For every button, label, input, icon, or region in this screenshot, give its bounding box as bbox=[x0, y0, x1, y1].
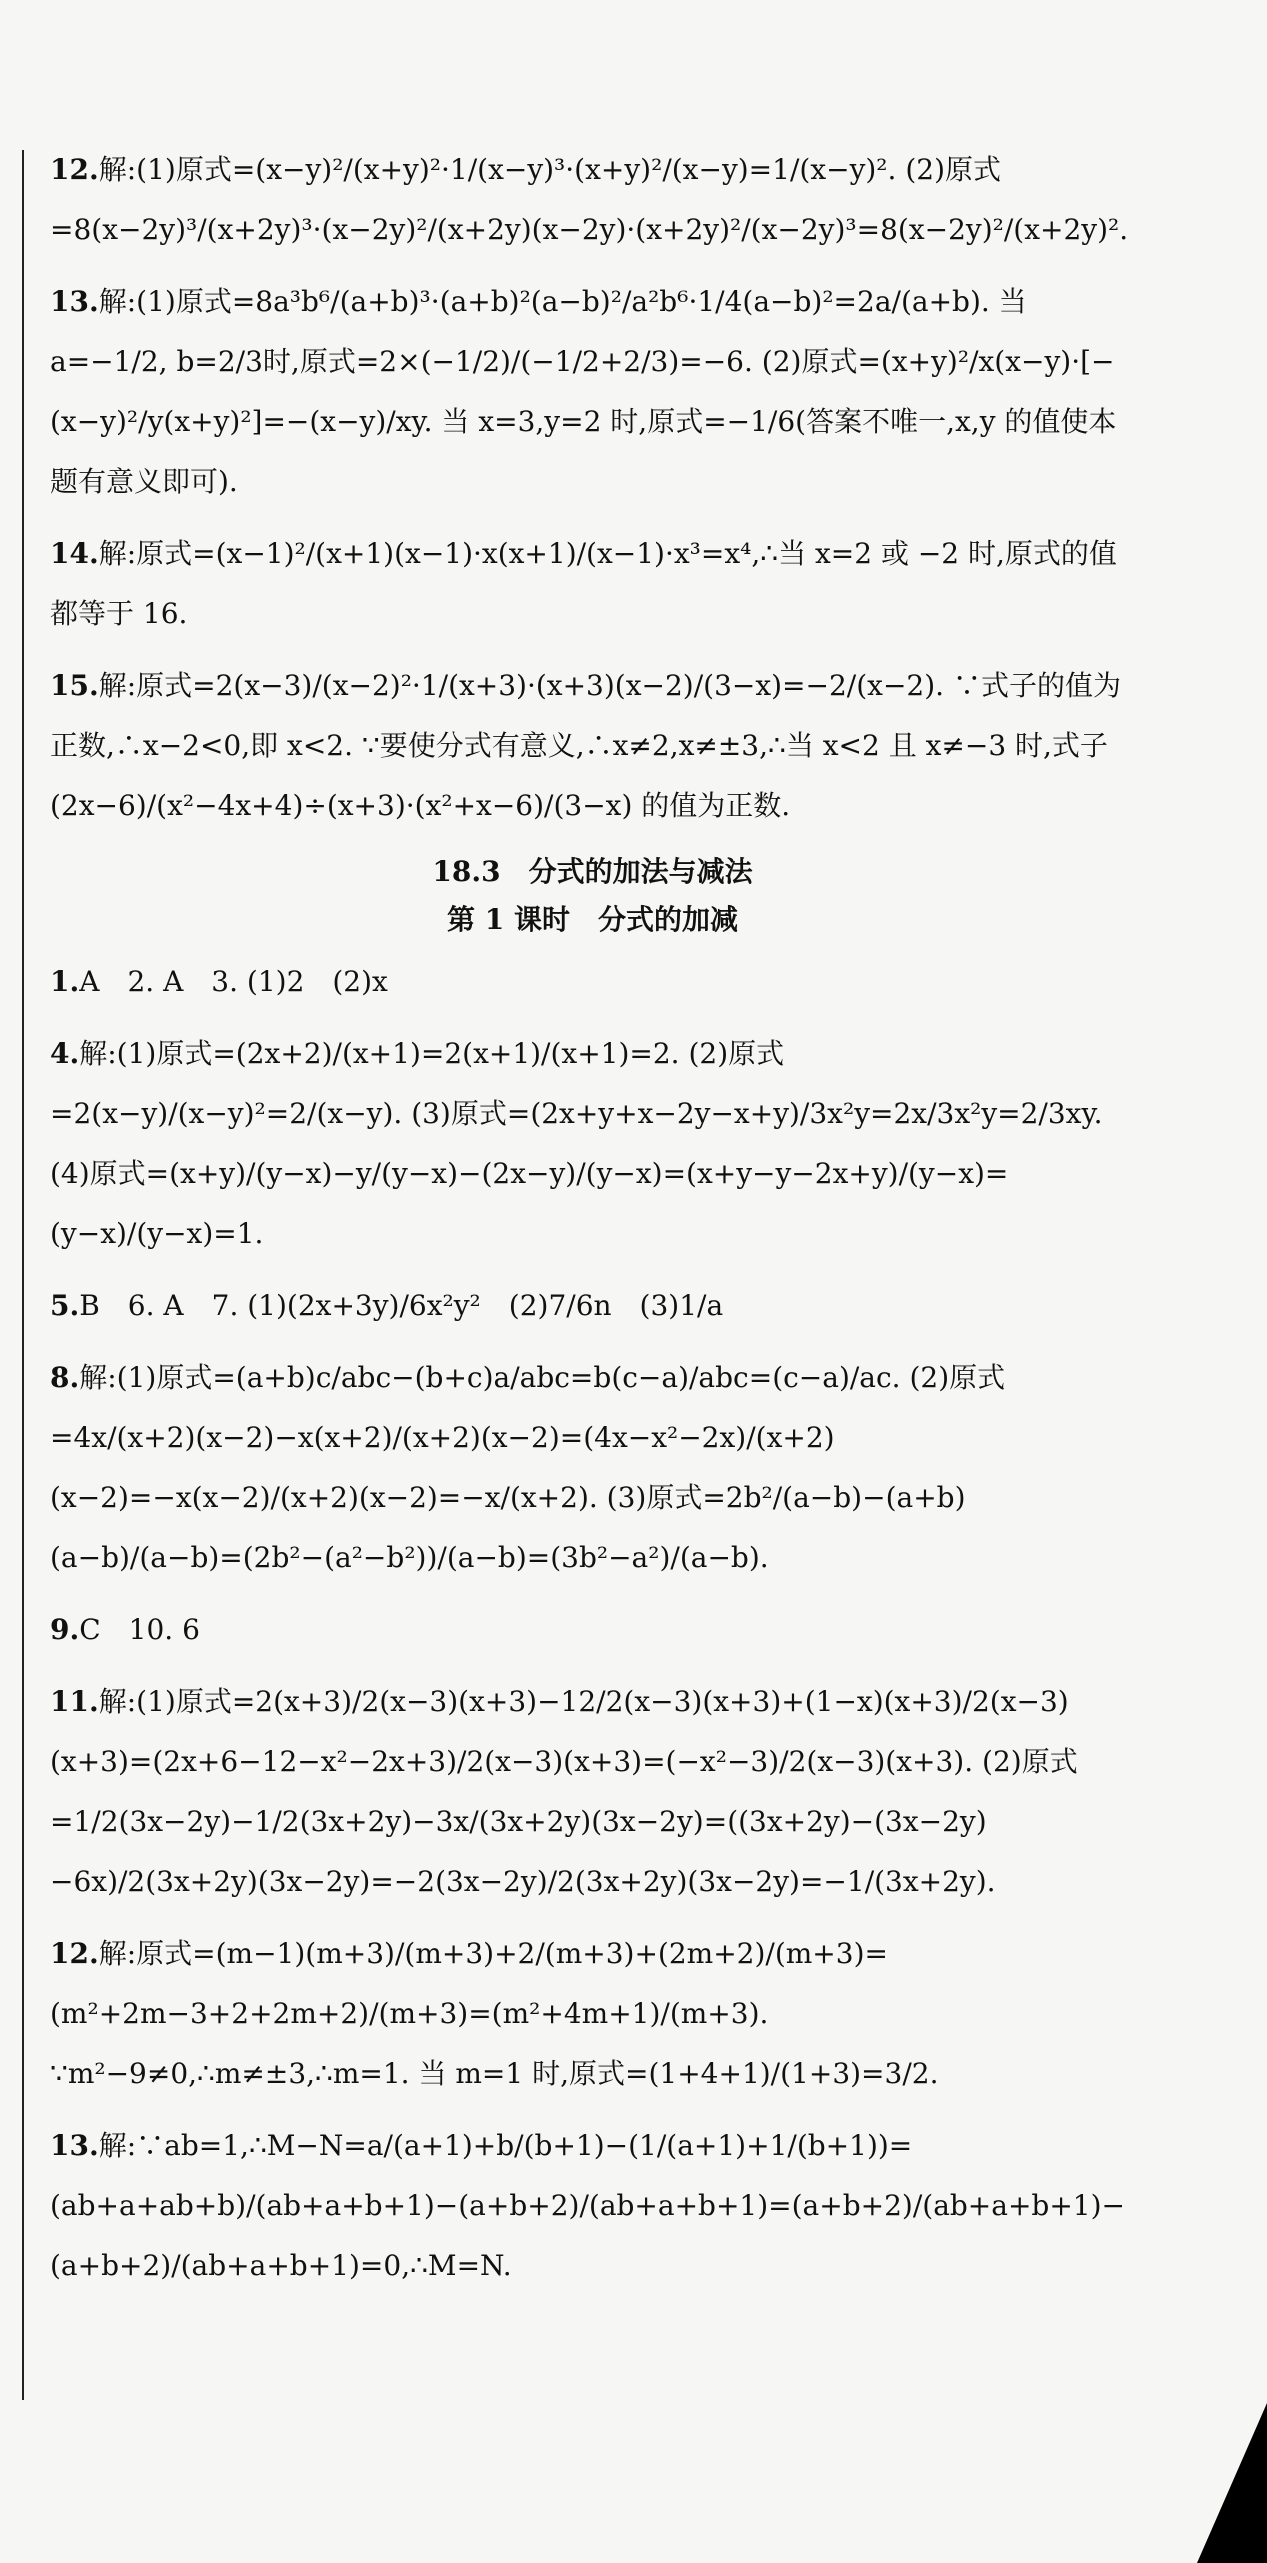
answer-4: 4.解:(1)原式=(2x+2)/(x+1)=2(x+1)/(x+1)=2. (2)原式=2(x−y)/(x−y)²=2/(x−y). (3)原式=(2x+y+x−2y−x+y)/3x²y=2x/3x²y=2/3xy. (4)原式=(x+y)/(y−x)−y/(y−x)−(2x−y)/(y−x)=(x+y−y−2x+y)/(y−x)=(y−x)/(y−x)=1. bbox=[50, 1037, 1103, 1250]
answer-15: 15.解:原式=2(x−3)/(x−2)²·1/(x+3)·(x+3)(x−2)/(3−x)=−2/(x−2). ∵式子的值为正数,∴x−2<0,即 x<2. ∵要使分式有意义,∴x≠2,x≠±3,∴当 x<2 且 x≠−3 时,式子 (2x−6)/(x²−4x+4)÷(x+3)·(x²+x−6)/(3−x) 的值为正数. bbox=[50, 669, 1121, 822]
answer-12: 12.解:(1)原式=(x−y)²/(x+y)²·1/(x−y)³·(x+y)²/(x−y)=1/(x−y)². (2)原式=8(x−2y)³/(x+2y)³·(x−2y)²/(x+2y)(x−2y)·(x+2y)²/(x−2y)³=8(x−2y)²/(x+2y)². bbox=[50, 153, 1129, 246]
answer-1-3: 1.A 2. A 3. (1)2 (2)x bbox=[50, 965, 388, 998]
scan-corner-shadow bbox=[1197, 2403, 1267, 2563]
answer-9-10: 9.C 10. 6 bbox=[50, 1613, 200, 1646]
section-title: 18.3 分式的加法与减法 bbox=[432, 855, 753, 888]
margin-rule bbox=[22, 150, 24, 2400]
answer-13b: 13.解:∵ab=1,∴M−N=a/(a+1)+b/(b+1)−(1/(a+1)+1/(b+1))=(ab+a+ab+b)/(ab+a+b+1)−(a+b+2)/(ab+a+b+1)=(a+b+2)/(ab+a+b+1)−(a+b+2)/(ab+a+b+1)=0,∴M=N. bbox=[50, 2129, 1126, 2282]
answer-content bbox=[50, 140, 1135, 2308]
answer-12b: 12.解:原式=(m−1)(m+3)/(m+3)+2/(m+3)+(2m+2)/(m+3)=(m²+2m−3+2+2m+2)/(m+3)=(m²+4m+1)/(m+3). ∵m²−9≠0,∴m≠±3,∴m=1. 当 m=1 时,原式=(1+4+1)/(1+3)=3/2. bbox=[50, 1937, 939, 2090]
answer-8: 8.解:(1)原式=(a+b)c/abc−(b+c)a/abc=b(c−a)/abc=(c−a)/ac. (2)原式=4x/(x+2)(x−2)−x(x+2)/(x+2)(x−2)=(4x−x²−2x)/(x+2)(x−2)=−x(x−2)/(x+2)(x−2)=−x/(x+2). (3)原式=2b²/(a−b)−(a+b)(a−b)/(a−b)=(2b²−(a²−b²))/(a−b)=(3b²−a²)/(a−b). bbox=[50, 1361, 1006, 1574]
answer-14: 14.解:原式=(x−1)²/(x+1)(x−1)·x(x+1)/(x−1)·x³=x⁴,∴当 x=2 或 −2 时,原式的值都等于 16. bbox=[50, 537, 1117, 630]
lesson-title: 第 1 课时 分式的加减 bbox=[447, 903, 738, 936]
answer-5-7: 5.B 6. A 7. (1)(2x+3y)/6x²y² (2)7/6n (3)1/a bbox=[50, 1289, 724, 1322]
answer-13: 13.解:(1)原式=8a³b⁶/(a+b)³·(a+b)²(a−b)²/a²b⁶·1/4(a−b)²=2a/(a+b). 当 a=−1/2, b=2/3时,原式=2×(−1/2)/(−1/2+2/3)=−6. (2)原式=(x+y)²/x(x−y)·[−(x−y)²/y(x+y)²]=−(x−y)/xy. 当 x=3,y=2 时,原式=−1/6(答案不唯一,x,y 的值使本题有意义即可). bbox=[50, 285, 1117, 498]
answer-11: 11.解:(1)原式=2(x+3)/2(x−3)(x+3)−12/2(x−3)(x+3)+(1−x)(x+3)/2(x−3)(x+3)=(2x+6−12−x²−2x+3)/2(x−3)(x+3)=(−x²−3)/2(x−3)(x+3). (2)原式=1/2(3x−2y)−1/2(3x+2y)−3x/(3x+2y)(3x−2y)=((3x+2y)−(3x−2y)−6x)/2(3x+2y)(3x−2y)=−2(3x−2y)/2(3x+2y)(3x−2y)=−1/(3x+2y). bbox=[50, 1685, 1078, 1898]
